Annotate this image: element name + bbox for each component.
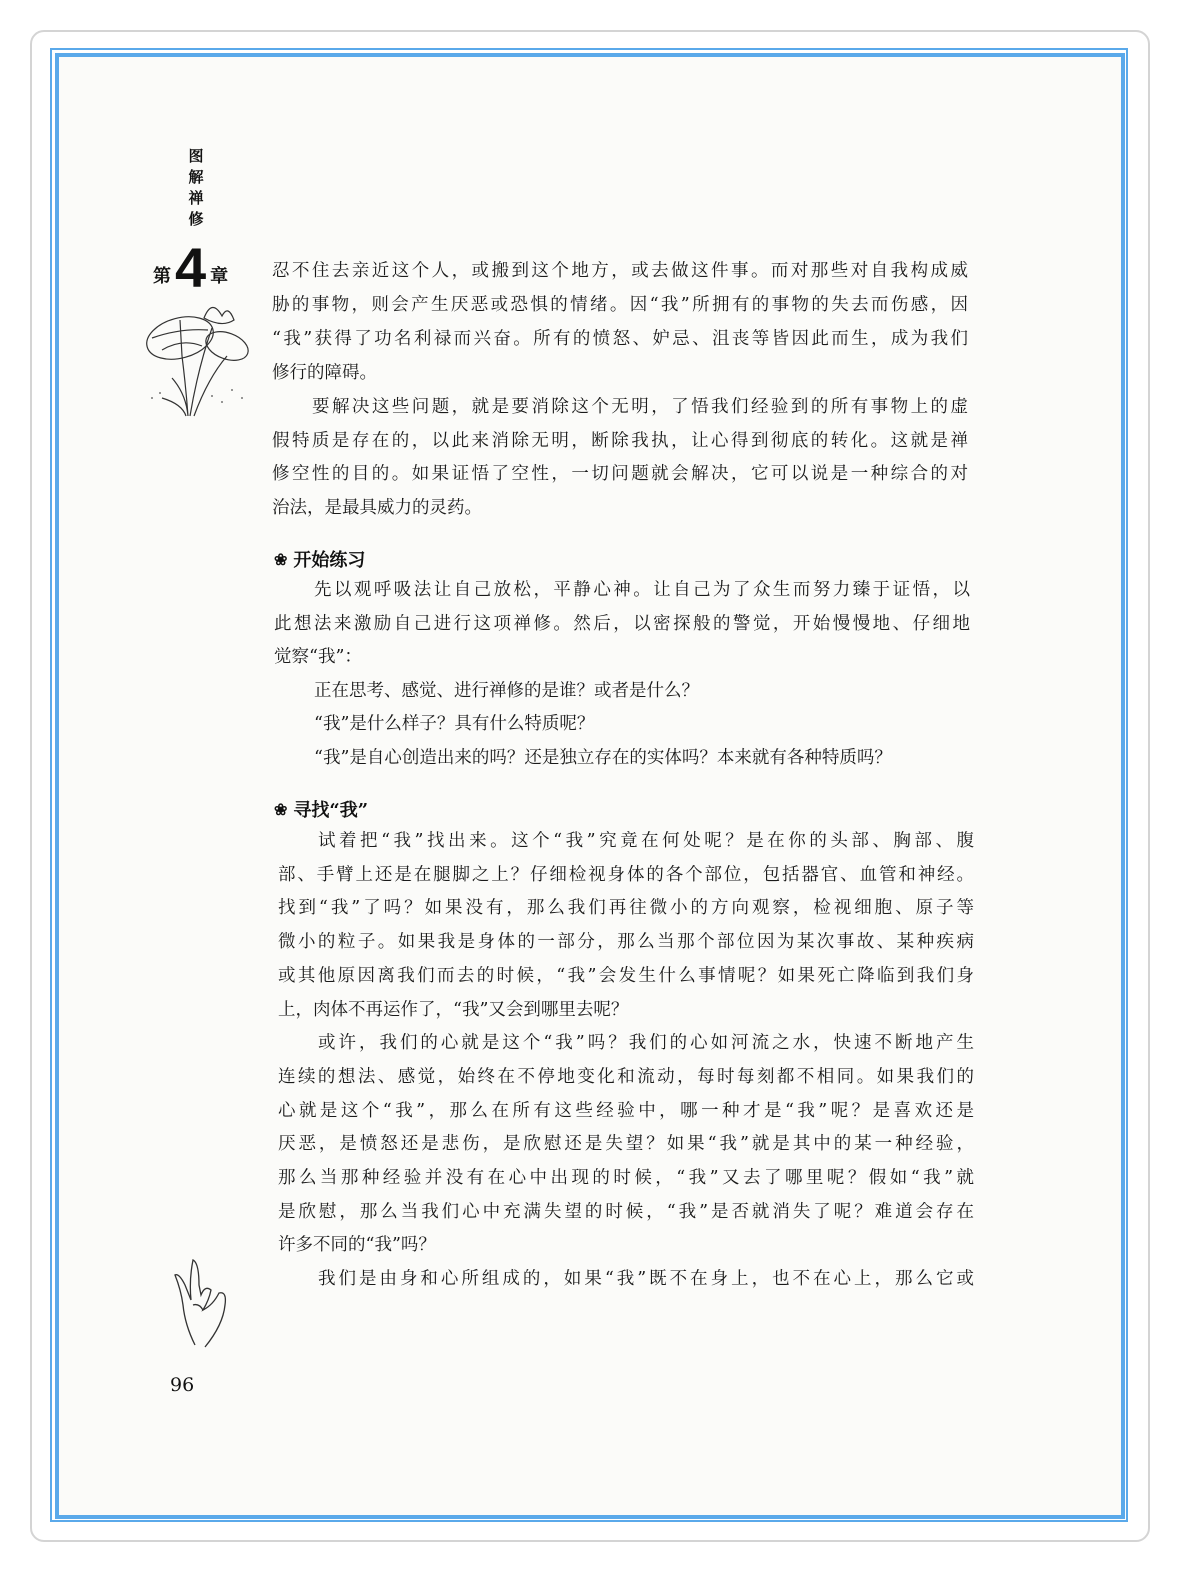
text-line: 或许，我们的心就是这个“我”吗？我们的心如河流之水，快速不断地产生 [318, 1033, 974, 1054]
text-line: 假特质是存在的，以此来消除无明，断除我执，让心得到彻底的转化。这就是禅 [272, 430, 968, 451]
chapter-number: 4 [175, 236, 207, 299]
text-line: 微小的粒子。如果我是身体的一部分，那么当那个部位因为某次事故、某种疾病 [278, 932, 974, 953]
chapter-marker [153, 236, 229, 299]
lotus-bullet-icon: ❀ [274, 799, 288, 819]
text-line: 我们是由身和心所组成的，如果“我”既不在身上，也不在心上，那么它或 [318, 1269, 974, 1290]
text-line: 试着把“我”找出来。这个“我”究竟在何处呢？是在你的头部、胸部、腹 [318, 831, 974, 851]
section-heading-start-practice [274, 546, 365, 572]
page-number: 96 [170, 1374, 195, 1396]
chapter-suffix: 章 [210, 266, 229, 287]
title-char: 修 [188, 210, 204, 228]
text-line: 上，肉体不再运作了，“我”又会到哪里去呢？ [278, 999, 629, 1020]
text-line: 忍不住去亲近这个人，或搬到这个地方，或去做这件事。而对那些对自我构成威 [272, 261, 968, 281]
heading-text: 寻找“我” [293, 800, 369, 821]
text-line: 要解决这些问题，就是要消除这个无明，了悟我们经验到的所有事物上的虚 [312, 396, 968, 417]
title-char: 禅 [188, 189, 204, 207]
title-char: 图 [188, 147, 204, 165]
text-line: 那么当那种经验并没有在心中出现的时候，“我”又去了哪里呢？假如“我”就 [278, 1168, 974, 1188]
text-line: 找到“我”了吗？如果没有，那么我们再往微小的方向观察，检视细胞、原子等 [278, 898, 974, 919]
text-line: 厌恶，是愤怒还是悲伤，是欣慰还是失望？如果“我”就是其中的某一种经验， [278, 1134, 974, 1155]
hand-mudra-illustration [165, 1255, 240, 1350]
text-line: 许多不同的“我”吗？ [278, 1235, 436, 1256]
lotus-bullet-icon: ❀ [274, 549, 288, 569]
text-line: “我”是什么样子？具有什么特质呢？ [314, 714, 595, 735]
text-line: “我”获得了功名利禄而兴奋。所有的愤怒、妒忌、沮丧等皆因此而生，成为我们 [272, 328, 968, 349]
text-line: 此想法来激励自己进行这项禅修。然后，以密探般的警觉，开始慢慢地、仔细地 [274, 613, 970, 634]
text-line: 觉察“我”： [274, 647, 362, 668]
heading-text: 开始练习 [293, 550, 366, 571]
text-line: “我”是自心创造出来的吗？还是独立存在的实体吗？本来就有各种特质吗？ [314, 748, 892, 768]
text-line: 修行的障碍。 [272, 362, 377, 383]
title-char: 解 [188, 168, 204, 186]
book-title-vertical [186, 146, 206, 230]
text-line: 部、手臂上还是在腿脚之上？仔细检视身体的各个部位，包括器官、血管和神经。 [278, 864, 974, 885]
text-line: 胁的事物，则会产生厌恶或恐惧的情绪。因“我”所拥有的事物的失去而伤感，因 [272, 294, 968, 315]
text-line: 先以观呼吸法让自己放松，平静心神。让自己为了众生而努力臻于证悟，以 [314, 580, 970, 600]
chapter-prefix: 第 [153, 266, 171, 287]
text-line: 治法，是最具威力的灵药。 [272, 498, 482, 519]
text-line: 连续的想法、感觉，始终在不停地变化和流动，每时每刻都不相同。如果我们的 [278, 1066, 974, 1087]
text-line: 正在思考、感觉、进行禅修的是谁？或者是什么？ [314, 680, 699, 701]
text-line: 修空性的目的。如果证悟了空性，一切问题就会解决，它可以说是一种综合的对 [272, 464, 968, 485]
text-line: 心就是这个“我”，那么在所有这些经验中，哪一种才是“我”呢？是喜欢还是 [278, 1100, 974, 1121]
lotus-illustration [142, 298, 252, 418]
text-line: 或其他原因离我们而去的时候，“我”会发生什么事情呢？如果死亡降临到我们身 [278, 965, 974, 986]
text-line: 是欣慰，那么当我们心中充满失望的时候，“我”是否就消失了呢？难道会存在 [278, 1201, 974, 1222]
section-heading-find-self [274, 796, 368, 822]
